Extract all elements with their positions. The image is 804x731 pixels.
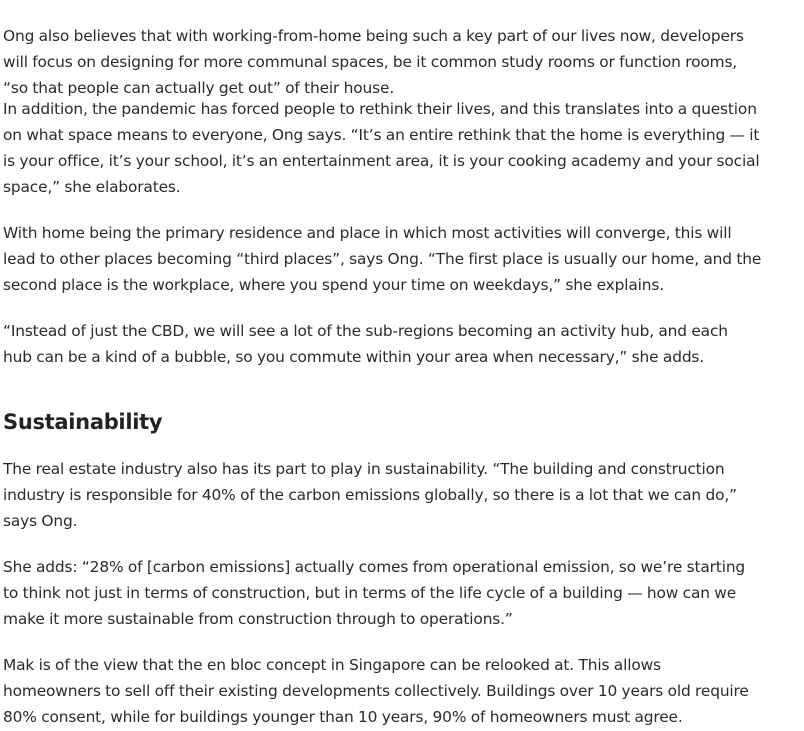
paragraph-line: “so that people can actually get out” of their house. [3, 79, 395, 97]
paragraph-line: to think not just in terms of construction, but in terms of the life cycle of a building — how can we [3, 584, 737, 602]
paragraph-line: With home being the primary residence and place in which most activities will converge, this will [3, 224, 732, 242]
paragraph-line: will focus on designing for more communal spaces, be it common study rooms or function rooms, [3, 53, 738, 71]
paragraph-line: space,” she elaborates. [3, 178, 181, 196]
paragraph-en-bloc [3, 652, 749, 730]
paragraph-line: She adds: “28% of [carbon emissions] actually comes from operational emission, so we’re starting [3, 558, 746, 576]
paragraph-operational-emission [3, 554, 745, 632]
paragraph-line: on what space means to everyone, Ong says. “It’s an entire rethink that the home is everything — it [3, 126, 760, 144]
paragraph-carbon-emissions [3, 456, 737, 534]
paragraph-line: says Ong. [3, 512, 78, 530]
paragraph-line: second place is the workplace, where you spend your time on weekdays,” she explains. [3, 276, 664, 294]
paragraph-line: is your office, it’s your school, it’s an entertainment area, it is your cooking academy and your social [3, 152, 760, 170]
paragraph-communal-spaces [3, 23, 744, 101]
paragraph-rethink-space [3, 96, 760, 200]
paragraph-line: industry is responsible for 40% of the carbon emissions globally, so there is a lot that we can do,” [3, 486, 737, 504]
paragraph-line: hub can be a kind of a bubble, so you commute within your area when necessary,” she adds. [3, 348, 705, 366]
paragraph-line: Ong also believes that with working-from-home being such a key part of our lives now, developers [3, 27, 744, 45]
paragraph-line: Mak is of the view that the en bloc concept in Singapore can be relooked at. This allows [3, 656, 661, 674]
paragraph-line: The real estate industry also has its part to play in sustainability. “The building and construction [3, 460, 725, 478]
paragraph-line: make it more sustainable from construction through to operations.” [3, 610, 513, 628]
paragraph-line: homeowners to sell off their existing developments collectively. Buildings over 10 years old require [3, 682, 749, 700]
paragraph-line: lead to other places becoming “third places”, says Ong. “The first place is usually our home, and the [3, 250, 762, 268]
paragraph-line: In addition, the pandemic has forced people to rethink their lives, and this translates into a question [3, 100, 757, 118]
paragraph-line: 80% consent, while for buildings younger than 10 years, 90% of homeowners must agree. [3, 708, 683, 726]
paragraph-activity-hub [3, 318, 728, 370]
section-heading-sustainability: Sustainability [3, 410, 163, 434]
paragraph-line: “Instead of just the CBD, we will see a lot of the sub-regions becoming an activity hub, and each [3, 322, 728, 340]
paragraph-third-places [3, 220, 761, 298]
